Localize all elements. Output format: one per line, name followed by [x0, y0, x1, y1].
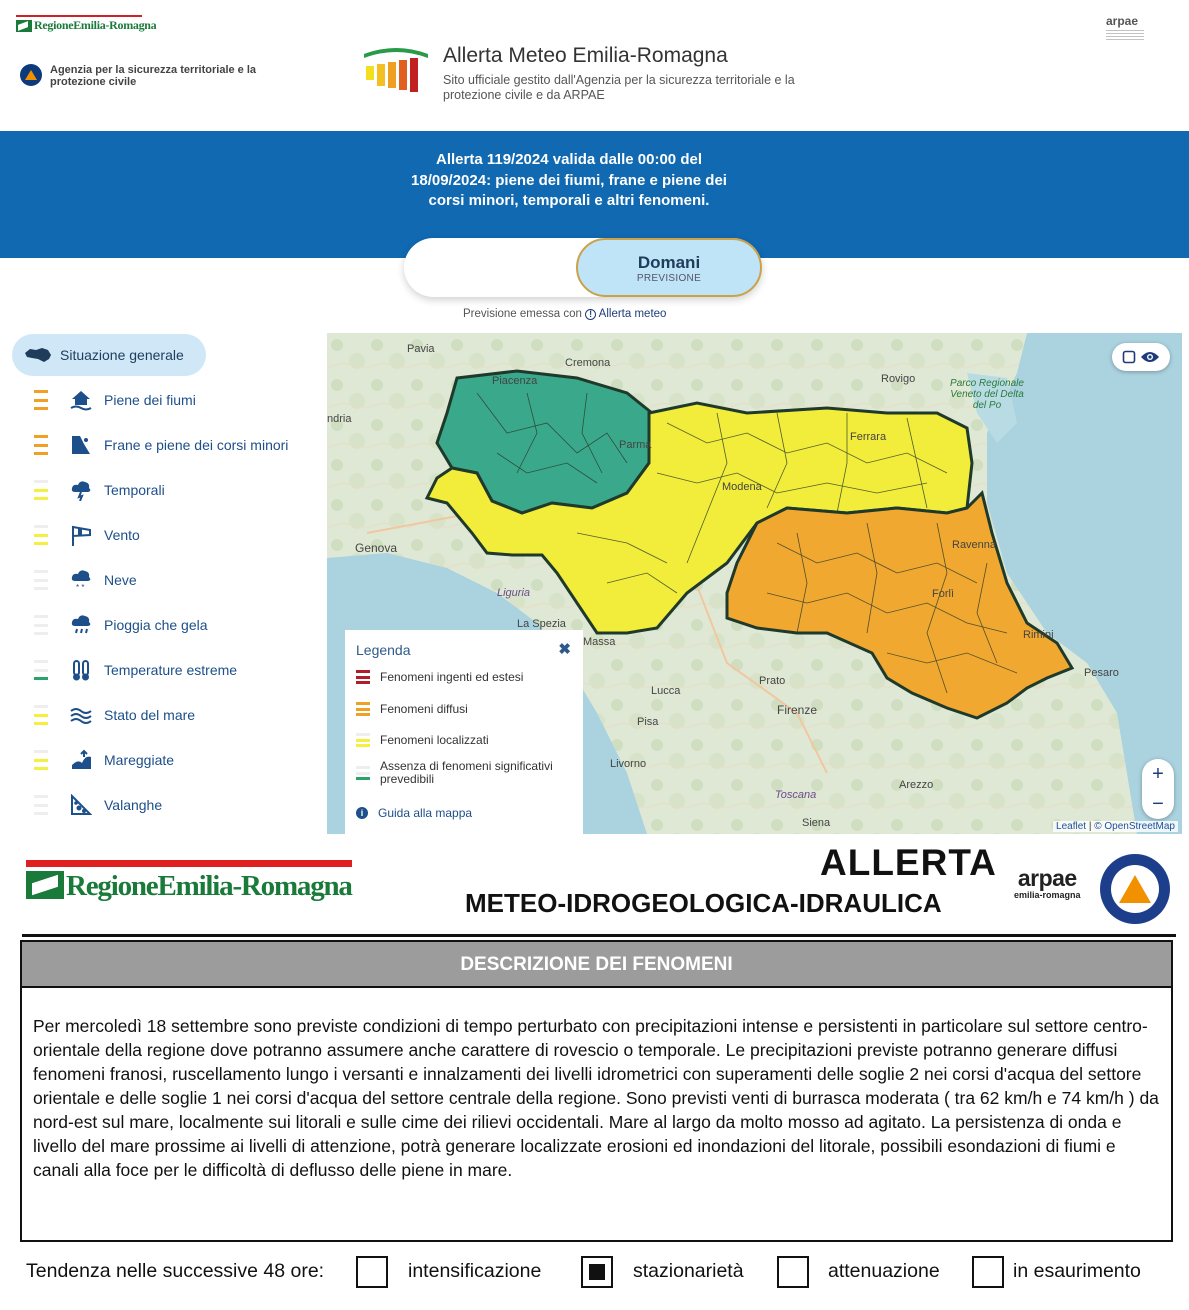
- legend-label: Assenza di fenomeni significativi prevedibili: [380, 759, 553, 786]
- region-logo-small[interactable]: [16, 18, 156, 33]
- trend-option-label: attenuazione: [828, 1260, 940, 1282]
- sidebar-item-temporali[interactable]: [34, 475, 165, 505]
- checkbox-intensificazione[interactable]: [356, 1256, 388, 1288]
- waves-icon: [70, 704, 92, 726]
- layer-visibility-button[interactable]: [1112, 343, 1170, 371]
- map-label: Ravenna: [952, 539, 997, 551]
- map-guide-link[interactable]: [356, 806, 472, 820]
- house-flood-icon: [70, 389, 92, 411]
- svg-text:* *: * *: [76, 583, 85, 591]
- map-label: Livorno: [610, 758, 647, 770]
- map-label: Parco Regionale Veneto del Delta del Po: [950, 378, 1024, 411]
- trend-label: Tendenza nelle successive 48 ore:: [26, 1260, 325, 1282]
- legend-swatch-bar: [356, 702, 370, 705]
- alert-level-bar: [34, 489, 48, 492]
- civil-protection-icon: [20, 64, 42, 86]
- sidebar-item-label: Temporali: [104, 482, 165, 498]
- legend-label: Fenomeni ingenti ed estesi: [380, 669, 524, 684]
- sidebar-item-temperature-estreme[interactable]: [34, 655, 237, 685]
- map-label: ndria: [327, 413, 352, 425]
- alert-level-bar: [34, 587, 48, 590]
- alert-level-bar: [34, 390, 48, 393]
- map-label: Pisa: [637, 716, 659, 728]
- legend-label: Fenomeni diffusi: [380, 701, 468, 716]
- site-subtitle: Sito ufficiale gestito dall'Agenzia per la sicurezza territoriale e la protezione civile e da ARPAE: [443, 73, 795, 102]
- checkbox-in-esaurimento[interactable]: [972, 1256, 1004, 1288]
- toggle-domani-label: Domani: [637, 253, 701, 272]
- map-label: Rovigo: [881, 373, 916, 385]
- legend-swatch-bar: [356, 777, 370, 780]
- alert-level-bar: [34, 444, 48, 447]
- alert-level-bar: [34, 722, 48, 725]
- trend-option-label: intensificazione: [408, 1260, 542, 1282]
- map-label: Modena: [722, 481, 762, 493]
- map-label: Massa: [583, 636, 616, 648]
- alert-level-bar: [34, 714, 48, 717]
- emitted-note: [463, 308, 666, 320]
- legend-swatch-bar: [356, 739, 370, 742]
- alert-level-indicator: [34, 570, 48, 590]
- alert-level-bar: [34, 615, 48, 618]
- map-guide-label: Guida alla mappa: [378, 806, 473, 820]
- alert-level-indicator: [34, 705, 48, 725]
- site-title: Allerta Meteo Emilia-Romagna: [443, 44, 728, 67]
- sidebar-item-label: Neve: [104, 572, 137, 588]
- region-logo-text: RegioneEmilia-Romagna: [34, 18, 157, 32]
- thermometer-icon: [70, 659, 92, 681]
- legend-item: [356, 733, 570, 747]
- sidebar-item-label: Stato del mare: [104, 707, 196, 723]
- arpae-logo-lines: [1106, 30, 1144, 40]
- sidebar-item-piene-dei-fiumi[interactable]: [34, 385, 196, 415]
- sidebar-item-vento[interactable]: [34, 520, 140, 550]
- legend-swatch: [356, 733, 370, 747]
- alert-level-indicator: [34, 615, 48, 635]
- legend-item: [356, 702, 570, 716]
- checkbox-attenuazione[interactable]: [777, 1256, 809, 1288]
- legend-swatch-bar: [356, 681, 370, 684]
- map-label: Cremona: [565, 357, 611, 369]
- map-label: Genova: [355, 541, 398, 555]
- legend-swatch-bar: [356, 708, 370, 711]
- legend-swatch: [356, 702, 370, 716]
- alert-level-bar: [34, 750, 48, 753]
- region-map-icon: [24, 347, 52, 363]
- bulletin-title: ALLERTA: [820, 842, 997, 883]
- legend-swatch: [356, 766, 370, 780]
- map-label: Arezzo: [899, 779, 934, 791]
- freezing-rain-icon: [70, 614, 92, 636]
- allerta-meteo-logo-icon[interactable]: [362, 44, 430, 94]
- alert-level-bar: [34, 579, 48, 582]
- sidebar-active-label: Situazione generale: [60, 347, 184, 363]
- map-label: Forlì: [932, 588, 954, 600]
- alert-level-bar: [34, 812, 48, 815]
- sidebar-item-label: Frane e piene dei corsi minori: [104, 437, 289, 453]
- alert-level-indicator: [34, 480, 48, 500]
- civil-protection-seal-icon: [1100, 854, 1170, 924]
- avalanche-icon: [70, 794, 92, 816]
- landslide-icon: [70, 434, 92, 456]
- alert-banner-text: Allerta 119/2024 valida dalle 00:00 del 18/09/2024: piene dei fiumi, frane e piene dei corsi minori, temporali e altri fenomeni.: [411, 151, 727, 209]
- alert-level-bar: [34, 677, 48, 680]
- legend-label: Fenomeni localizzati: [380, 732, 489, 747]
- sidebar-item-situazione-generale[interactable]: [12, 334, 206, 376]
- alert-level-bar: [34, 570, 48, 573]
- region-logo-text: RegioneEmilia-Romagna: [66, 870, 352, 902]
- alert-level-bar: [34, 804, 48, 807]
- legend-swatch-bar: [356, 772, 370, 775]
- legend-item: [356, 670, 570, 684]
- alert-level-bar: [34, 525, 48, 528]
- alert-level-bar: [34, 632, 48, 635]
- alert-level-indicator: [34, 795, 48, 815]
- logo-red-bar: [26, 860, 352, 867]
- legend-swatch-bar: [356, 744, 370, 747]
- day-toggle[interactable]: [404, 238, 762, 297]
- emitted-prefix: Previsione emessa con: [463, 308, 582, 320]
- legend-close-icon[interactable]: ✖: [558, 641, 571, 658]
- trend-row: [26, 1256, 1176, 1290]
- sidebar-item-label: Vento: [104, 527, 140, 543]
- alert-level-bar: [34, 542, 48, 545]
- info-icon: i: [356, 807, 368, 819]
- alert-level-indicator: [34, 390, 48, 410]
- toggle-domani-button[interactable]: [576, 238, 762, 297]
- map-label: Parma: [619, 439, 652, 451]
- map-label: La Spezia: [517, 618, 566, 630]
- map-label: Toscana: [775, 789, 817, 801]
- alert-level-indicator: [34, 660, 48, 680]
- legend-swatch-bar: [356, 713, 370, 716]
- arpae-logo-text: arpae: [1106, 14, 1139, 28]
- map-label: Lucca: [651, 685, 681, 697]
- legend-swatch-bar: [356, 676, 370, 679]
- sidebar-item-pioggia-che-gela[interactable]: [34, 610, 208, 640]
- divider: [22, 934, 1176, 937]
- map-legend: [345, 630, 583, 834]
- attribution-separator: |: [1088, 821, 1092, 832]
- legend-item: [356, 760, 570, 786]
- bulletin-subtitle: METEO-IDROGEOLOGICA-IDRAULICA: [465, 888, 942, 918]
- checkbox-icon: [1122, 350, 1136, 364]
- sidebar-item-label: Temperature estreme: [104, 662, 238, 678]
- legend-swatch: [356, 670, 370, 684]
- map-attribution: [1053, 821, 1178, 832]
- alert-level-bar: [34, 660, 48, 663]
- region-flag-icon: [16, 20, 32, 32]
- sidebar-item-label: Mareggiate: [104, 752, 175, 768]
- sidebar-item-valanghe[interactable]: [34, 790, 162, 820]
- zoom-in-button[interactable]: +: [1152, 763, 1164, 785]
- sidebar-item-label: Pioggia che gela: [104, 617, 208, 633]
- region-flag-icon: [26, 871, 64, 899]
- description-box: [20, 940, 1173, 1242]
- checkbox-stazionarieta[interactable]: [581, 1256, 613, 1288]
- arpae-logo-small[interactable]: [1106, 14, 1144, 40]
- sidebar-item-label: Piene dei fiumi: [104, 392, 196, 408]
- alert-level-bar: [34, 669, 48, 672]
- logo-red-bar: [16, 15, 142, 17]
- sidebar-item-mareggiate[interactable]: [34, 745, 174, 775]
- alert-level-bar: [34, 705, 48, 708]
- map-label: Firenze: [777, 703, 818, 717]
- alert-level-bar: [34, 767, 48, 770]
- alert-level-bar: [34, 497, 48, 500]
- alert-map[interactable]: [327, 333, 1182, 834]
- legend-swatch-bar: [356, 733, 370, 736]
- leaflet-link[interactable]: Leaflet: [1056, 821, 1087, 832]
- alert-level-bar: [34, 435, 48, 438]
- snow-cloud-icon: [70, 569, 92, 591]
- description-title: DESCRIZIONE DEI FENOMENI: [22, 942, 1171, 988]
- map-label: Rimini: [1023, 629, 1054, 641]
- arpae-logo-large: [1014, 865, 1081, 900]
- alert-level-bar: [34, 452, 48, 455]
- alert-level-indicator: [34, 435, 48, 455]
- trend-option-label: stazionarietà: [633, 1260, 744, 1282]
- zoom-out-button[interactable]: −: [1152, 793, 1164, 815]
- alert-level-indicator: [34, 750, 48, 770]
- alert-level-indicator: [34, 525, 48, 545]
- storm-cloud-icon: [70, 479, 92, 501]
- arpae-word: arpae: [1017, 865, 1077, 891]
- description-text: Per mercoledì 18 settembre sono previste condizioni di tempo perturbato con precipitazioni intense e persistenti in particolare sul settore centro-orientale della regione dove potranno assumere anche carattere di rovescio o temporale. Le precipitazioni previste potranno generare diffusi fenomeni franosi, ruscellamento lungo i versanti e innalzamenti dei livelli idrometrici con superamenti delle soglie 2 nei corsi d'acqua del settore orientale e delle soglie 1 nei corsi d'acqua del settore centrale della regione. Sono previsti venti di burrasca moderata ( tra 62 km/h e 74 km/h ) da nord-est sul mare, localmente sui litorali e sulle cime dei rilievi occidentali. Mare al largo da molto mosso ad agitato. La persistenza di onda e livello del mare prossime ai livelli di attenzione, potrà generare localizzate erosioni ed inondazioni del litorale, possibili esondazioni di fiumi e canali alla foce per le difficoltà di deflusso delle piene in mare.: [33, 1016, 1159, 1180]
- map-label: Ferrara: [850, 431, 887, 443]
- map-label: Prato: [759, 675, 786, 687]
- alert-level-bar: [34, 399, 48, 402]
- map-label: Siena: [802, 817, 831, 829]
- map-label: Liguria: [497, 587, 531, 599]
- zoom-control: [1142, 759, 1174, 819]
- alert-level-bar: [34, 795, 48, 798]
- map-label: Piacenza: [492, 375, 538, 387]
- map-label: Pavia: [407, 343, 435, 355]
- sidebar-item-frane-e-piene-dei-corsi-minori[interactable]: [34, 430, 288, 460]
- sidebar-item-stato-del-mare[interactable]: [34, 700, 195, 730]
- alert-level-bar: [34, 624, 48, 627]
- agency-text: Agenzia per la sicurezza territoriale e la protezione civile: [50, 64, 257, 88]
- eye-icon: [1140, 350, 1160, 364]
- legend-title: Legenda: [356, 642, 411, 658]
- arpae-sub: emilia-romagna: [1014, 890, 1081, 900]
- alert-level-bar: [34, 407, 48, 410]
- agency-logo[interactable]: [20, 64, 280, 88]
- trend-option-label: in esaurimento: [1013, 1260, 1141, 1282]
- storm-surge-icon: [70, 749, 92, 771]
- seal-inner: [1111, 865, 1159, 913]
- info-icon: !: [585, 309, 596, 320]
- legend-swatch-bar: [356, 766, 370, 769]
- alert-level-bar: [34, 759, 48, 762]
- alert-level-bar: [34, 534, 48, 537]
- allerta-meteo-link[interactable]: Allerta meteo: [598, 308, 667, 320]
- legend-swatch-bar: [356, 670, 370, 673]
- windsock-icon: [70, 524, 92, 546]
- osm-link[interactable]: © OpenStreetMap: [1094, 821, 1175, 832]
- alert-level-bar: [34, 480, 48, 483]
- sidebar-item-neve[interactable]: [34, 565, 137, 595]
- map-label: Pesaro: [1084, 667, 1119, 679]
- sidebar-item-label: Valanghe: [104, 797, 163, 813]
- toggle-domani-sub: PREVISIONE: [636, 273, 702, 284]
